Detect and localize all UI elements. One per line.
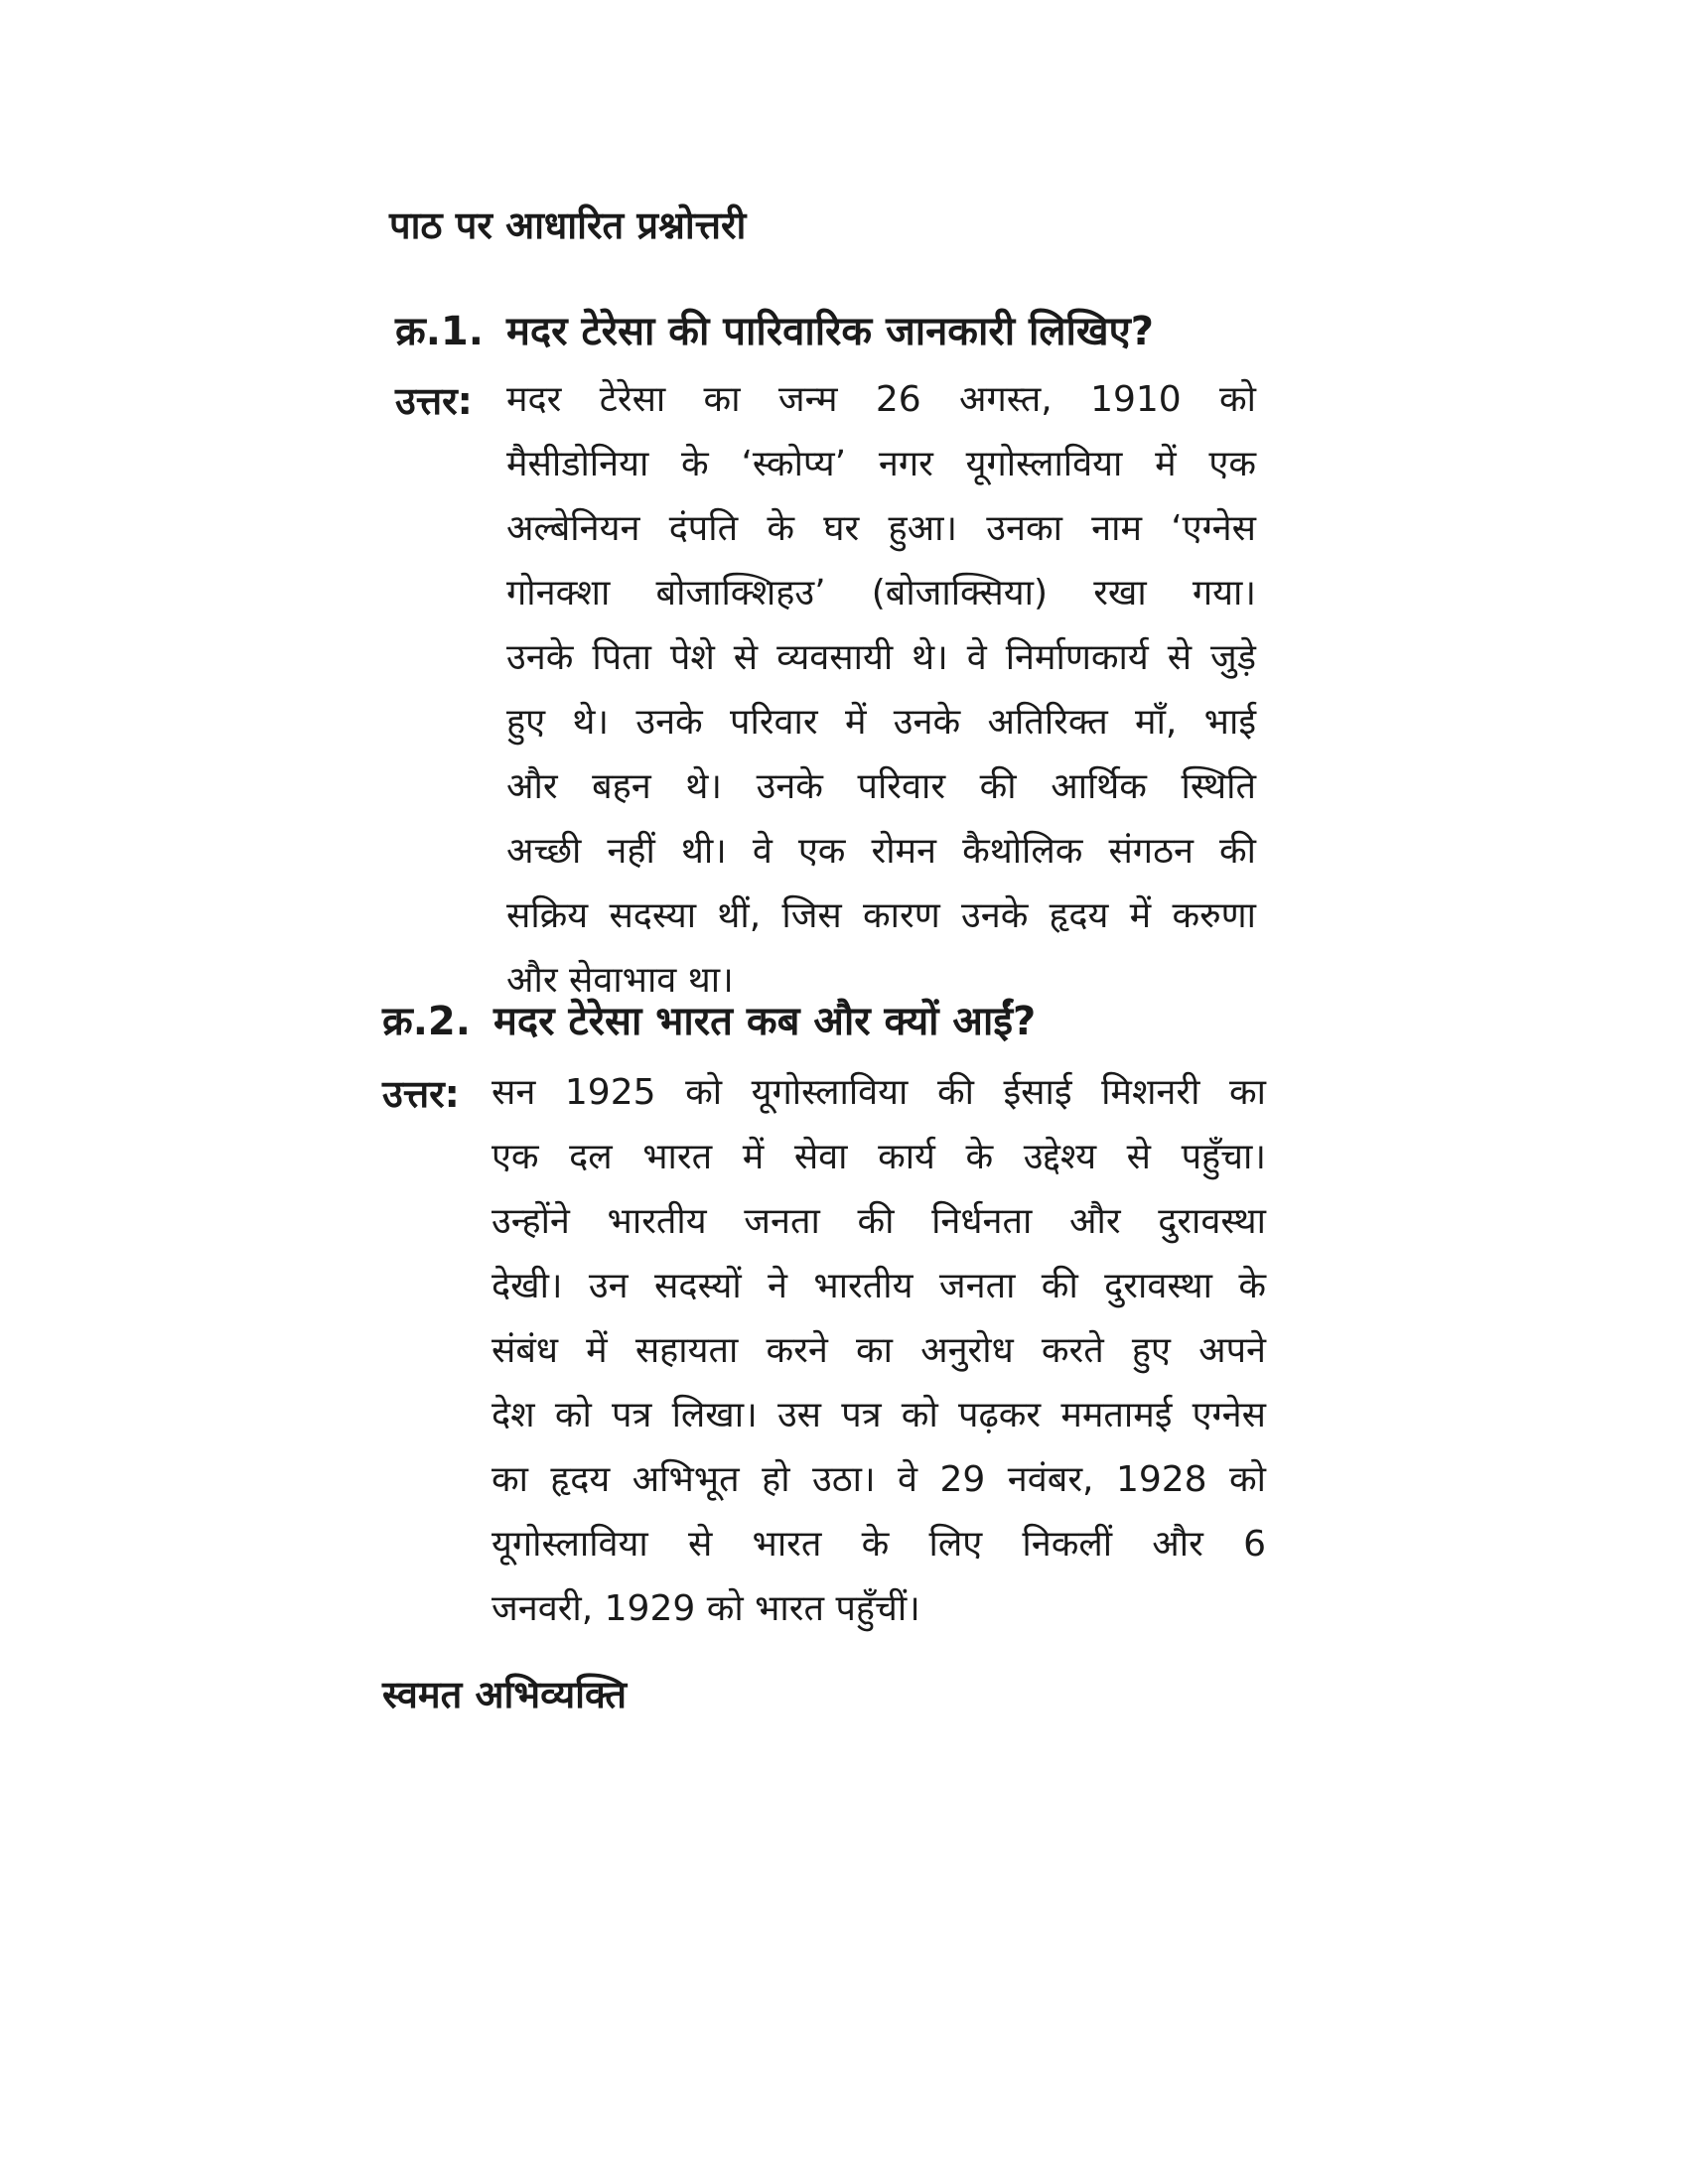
question-1-label: क्र.1. <box>395 309 484 354</box>
answer-2-line: जनवरी, 1929 को भारत पहुँचीं। <box>492 1588 920 1629</box>
next-section-heading: स्वमत अभिव्यक्ति <box>382 1673 628 1716</box>
answer-1-line: सक्रिय सदस्या थीं, जिस कारण उनके हृदय में करुणा <box>506 895 1256 936</box>
answer-2-line: का हृदय अभिभूत हो उठा। वे 29 नवंबर, 1928 को <box>492 1459 1266 1500</box>
answer-2-line: एक दल भारत में सेवा कार्य के उद्देश्य से पहुँचा। <box>492 1137 1266 1177</box>
question-1 <box>395 308 1154 355</box>
question-2-text: मदर टेरेसा भारत कब और क्यों आईं? <box>493 999 1037 1044</box>
answer-2-line: देखी। उन सदस्यों ने भारतीय जनता की दुरावस्था के <box>492 1266 1266 1306</box>
question-2-label: क्र.2. <box>382 999 471 1044</box>
answer-1-line: और सेवाभाव था। <box>506 960 734 1001</box>
answer-2-line: सन 1925 को यूगोस्लाविया की ईसाई मिशनरी का <box>492 1072 1266 1113</box>
answer-1-line: हुए थे। उनके परिवार में उनके अतिरिक्त माँ, भाई <box>506 702 1256 743</box>
answer-2-label: उत्तर: <box>382 1072 460 1116</box>
question-2 <box>382 998 1036 1045</box>
answer-1-line: मदर टेरेसा का जन्म 26 अगस्त, 1910 को <box>506 379 1256 420</box>
answer-1-line: उनके पिता पेशे से व्यवसायी थे। वे निर्माणकार्य से जुड़े <box>506 637 1256 678</box>
answer-1-line: मैसीडोनिया के ‘स्कोप्य’ नगर यूगोस्लाविया में एक <box>506 444 1256 484</box>
answer-1-body <box>506 367 1256 1013</box>
answer-2-line: यूगोस्लाविया से भारत के लिए निकलीं और 6 <box>492 1524 1266 1565</box>
answer-1-line: अच्छी नहीं थी। वे एक रोमन कैथोलिक संगठन की <box>506 831 1256 872</box>
question-1-text: मदर टेरेसा की पारिवारिक जानकारी लिखिए? <box>506 309 1154 354</box>
section-heading: पाठ पर आधारित प्रश्नोत्तरी <box>389 204 747 247</box>
answer-1-line: अल्बेनियन दंपति के घर हुआ। उनका नाम ‘एग्नेस <box>506 508 1256 549</box>
answer-1-label: उत्तर: <box>395 379 473 423</box>
answer-2-line: संबंध में सहायता करने का अनुरोध करते हुए अपने <box>492 1330 1266 1371</box>
answer-2-body <box>492 1060 1266 1641</box>
answer-2-line: देश को पत्र लिखा। उस पत्र को पढ़कर ममतामई एग्नेस <box>492 1395 1266 1435</box>
answer-1-line: और बहन थे। उनके परिवार की आर्थिक स्थिति <box>506 766 1256 807</box>
answer-2-line: उन्होंने भारतीय जनता की निर्धनता और दुरावस्था <box>492 1201 1266 1242</box>
answer-1-line: गोनक्शा बोजाक्शिहउ’ (बोजाक्सिया) रखा गया। <box>506 573 1256 614</box>
